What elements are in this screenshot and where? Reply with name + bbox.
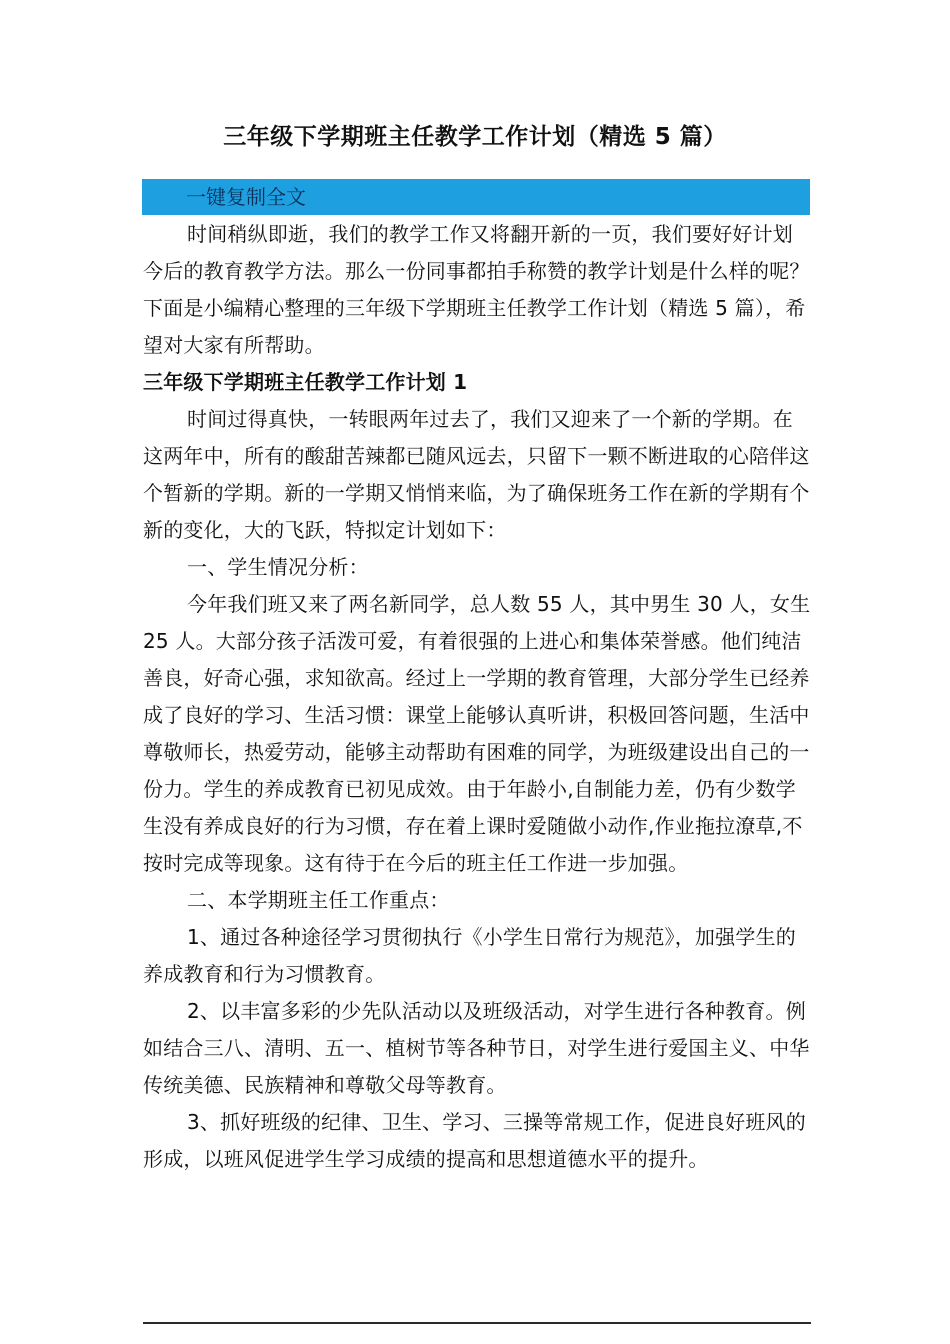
- body-paragraph: 2、以丰富多彩的少先队活动以及班级活动，对学生进行各种教育。例如结合三八、清明、五一、植树节等各种节日，对学生进行爱国主义、中华传统美德、民族精神和尊敬父母等教育。: [143, 999, 810, 1097]
- section-heading: 三年级下学期班主任教学工作计划 1: [143, 370, 468, 394]
- body-paragraph: 二、本学期班主任工作重点：: [187, 888, 450, 912]
- body-paragraph: 时间过得真快，一转眼两年过去了，我们又迎来了一个新的学期。在这两年中，所有的酸甜苦辣都已随风远去，只留下一颗不断进取的心陪伴这个暂新的学期。新的一学期又悄悄来临，为了确保班务工作在新的学期有个新的变化，大的飞跃，特拟定计划如下：: [143, 407, 810, 542]
- body-paragraph: 今年我们班又来了两名新同学，总人数 55 人，其中男生 30 人，女生 25 人。大部分孩子活泼可爱，有着很强的上进心和集体荣誉感。他们纯洁善良，好奇心强，求知欲高。经过上一学期的教育管理，大部分学生已经养成了良好的学习、生活习惯：课堂上能够认真听讲，积极回答问题，生活中尊敬师长，热爱劳动，能够主动帮助有困难的同学，为班级建设出自己的一份力。学生的养成教育已初见成效。由于年龄小,自制能力差，仍有少数学生没有养成良好的行为习惯，存在着上课时爱随做小动作,作业拖拉潦草,不按时完成等现象。这有待于在今后的班主任工作进一步加强。: [143, 592, 811, 875]
- bottom-divider: [143, 1322, 811, 1324]
- document-body: [143, 216, 811, 1178]
- body-paragraph: 一、学生情况分析：: [187, 555, 369, 579]
- body-paragraph: 1、通过各种途径学习贯彻执行《小学生日常行为规范》，加强学生的养成教育和行为习惯教育。: [143, 925, 796, 986]
- body-paragraph: 时间稍纵即逝，我们的教学工作又将翻开新的一页，我们要好好计划今后的教育教学方法。那么一份同事都拍手称赞的教学计划是什么样的呢？下面是小编精心整理的三年级下学期班主任教学工作计划（精选 5 篇），希望对大家有所帮助。: [143, 222, 810, 357]
- body-paragraph: 3、抓好班级的纪律、卫生、学习、三操等常规工作，促进良好班风的形成，以班风促进学生学习成绩的提高和思想道德水平的提升。: [143, 1110, 806, 1171]
- document-title: 三年级下学期班主任教学工作计划（精选 5 篇）: [223, 124, 727, 150]
- copy-all-button[interactable]: 一键复制全文: [142, 179, 810, 215]
